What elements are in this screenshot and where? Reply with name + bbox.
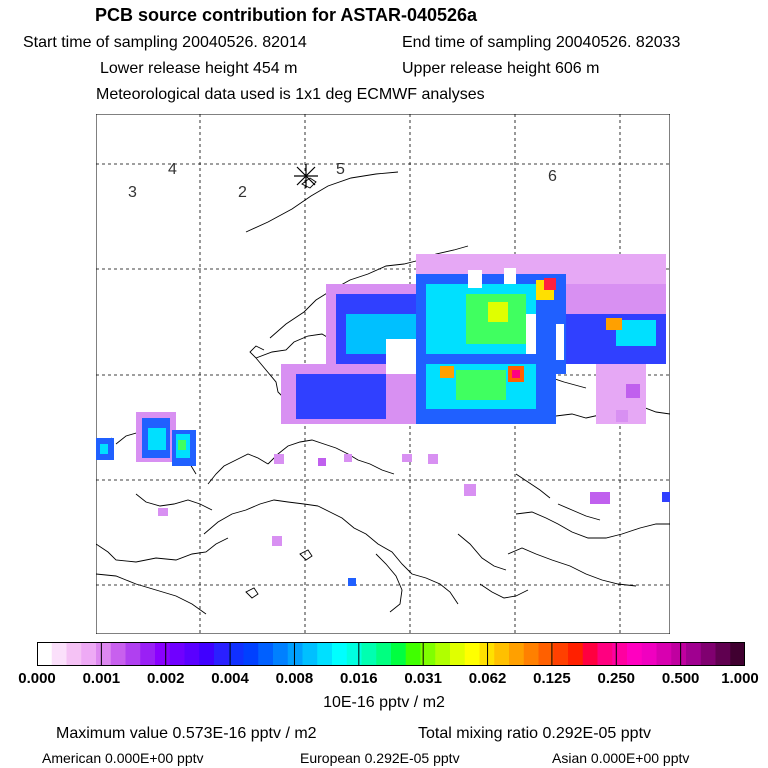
colorbar-cell bbox=[81, 642, 96, 666]
colorbar-cell bbox=[111, 642, 126, 666]
colorbar-tick-label: 0.016 bbox=[340, 670, 378, 687]
american-contribution: American 0.000E+00 pptv bbox=[42, 750, 204, 766]
european-contribution: European 0.292E-05 pptv bbox=[300, 750, 460, 766]
colorbar-cell bbox=[465, 642, 480, 666]
colorbar-cell bbox=[583, 642, 598, 666]
colorbar-cell bbox=[37, 642, 52, 666]
colorbar-cell bbox=[185, 642, 200, 666]
colorbar-cell bbox=[303, 642, 318, 666]
met-data-label: Meteorological data used is 1x1 deg ECMWF analyses bbox=[96, 86, 485, 103]
colorbar-cell bbox=[642, 642, 657, 666]
colorbar-cell bbox=[671, 642, 686, 666]
lower-height-label: Lower release height 454 m bbox=[100, 60, 298, 77]
colorbar-cell bbox=[288, 642, 303, 666]
colorbar-units: 10E-16 pptv / m2 bbox=[323, 694, 445, 711]
colorbar-tick-label: 0.000 bbox=[18, 670, 56, 687]
colorbar-cell bbox=[686, 642, 701, 666]
colorbar-cell bbox=[244, 642, 259, 666]
colorbar-cell bbox=[406, 642, 421, 666]
start-time-label: Start time of sampling 20040526. 82014 bbox=[23, 34, 307, 51]
colorbar-cell bbox=[214, 642, 229, 666]
colorbar-cell bbox=[258, 642, 273, 666]
colorbar-tick-label: 0.250 bbox=[597, 670, 636, 687]
colorbar-tick-label: 0.031 bbox=[404, 670, 442, 687]
colorbar-tick-label: 0.125 bbox=[533, 670, 571, 687]
position-label: 2 bbox=[238, 184, 247, 201]
asian-contribution: Asian 0.000E+00 pptv bbox=[552, 750, 690, 766]
colorbar-cell bbox=[126, 642, 141, 666]
colorbar-cell bbox=[96, 642, 111, 666]
colorbar-cell bbox=[435, 642, 450, 666]
colorbar-cell bbox=[450, 642, 465, 666]
colorbar-cell bbox=[155, 642, 170, 666]
colorbar-tick-label: 0.001 bbox=[82, 670, 121, 687]
position-label: 4 bbox=[168, 161, 177, 178]
upper-height-label: Upper release height 606 m bbox=[402, 60, 600, 77]
colorbar-cell bbox=[199, 642, 214, 666]
colorbar-cell bbox=[317, 642, 332, 666]
colorbar-cell bbox=[52, 642, 67, 666]
colorbar-cell bbox=[627, 642, 642, 666]
plot-title: PCB source contribution for ASTAR-040526a bbox=[95, 5, 478, 25]
colorbar-cell bbox=[347, 642, 362, 666]
colorbar-cell bbox=[730, 642, 745, 666]
colorbar-cell bbox=[553, 642, 568, 666]
map-plot bbox=[96, 114, 670, 634]
colorbar-cells bbox=[37, 642, 745, 666]
total-mixing-label: Total mixing ratio 0.292E-05 pptv bbox=[418, 725, 652, 742]
colorbar-tick-label: 0.062 bbox=[468, 670, 507, 687]
colorbar-cell bbox=[391, 642, 406, 666]
colorbar-tick-label: 1.000 bbox=[721, 670, 759, 687]
colorbar-cell bbox=[170, 642, 185, 666]
colorbar-cell bbox=[362, 642, 377, 666]
colorbar-cell bbox=[524, 642, 539, 666]
end-time-label: End time of sampling 20040526. 82033 bbox=[402, 34, 681, 51]
colorbar-cell bbox=[716, 642, 731, 666]
colorbar-cell bbox=[509, 642, 524, 666]
colorbar-cell bbox=[612, 642, 627, 666]
colorbar-tick-label: 0.002 bbox=[146, 670, 185, 687]
colorbar-cell bbox=[494, 642, 509, 666]
colorbar-tick-label: 0.008 bbox=[275, 670, 314, 687]
colorbar-cell bbox=[701, 642, 716, 666]
colorbar-cell bbox=[376, 642, 391, 666]
colorbar-tick-label: 0.004 bbox=[211, 670, 249, 687]
colorbar-cell bbox=[140, 642, 155, 666]
max-value-label: Maximum value 0.573E-16 pptv / m2 bbox=[56, 725, 317, 742]
colorbar-cell bbox=[598, 642, 613, 666]
colorbar-cell bbox=[568, 642, 583, 666]
colorbar bbox=[37, 642, 745, 666]
colorbar-cell bbox=[332, 642, 347, 666]
colorbar-cell bbox=[273, 642, 288, 666]
colorbar-cell bbox=[67, 642, 82, 666]
colorbar-cell bbox=[229, 642, 244, 666]
colorbar-cell bbox=[657, 642, 672, 666]
position-label: 3 bbox=[128, 184, 137, 201]
release-site-star-icon bbox=[294, 164, 318, 188]
position-label: 6 bbox=[548, 168, 557, 185]
position-label: 5 bbox=[336, 161, 345, 178]
colorbar-tick-label: 0.500 bbox=[661, 670, 700, 687]
